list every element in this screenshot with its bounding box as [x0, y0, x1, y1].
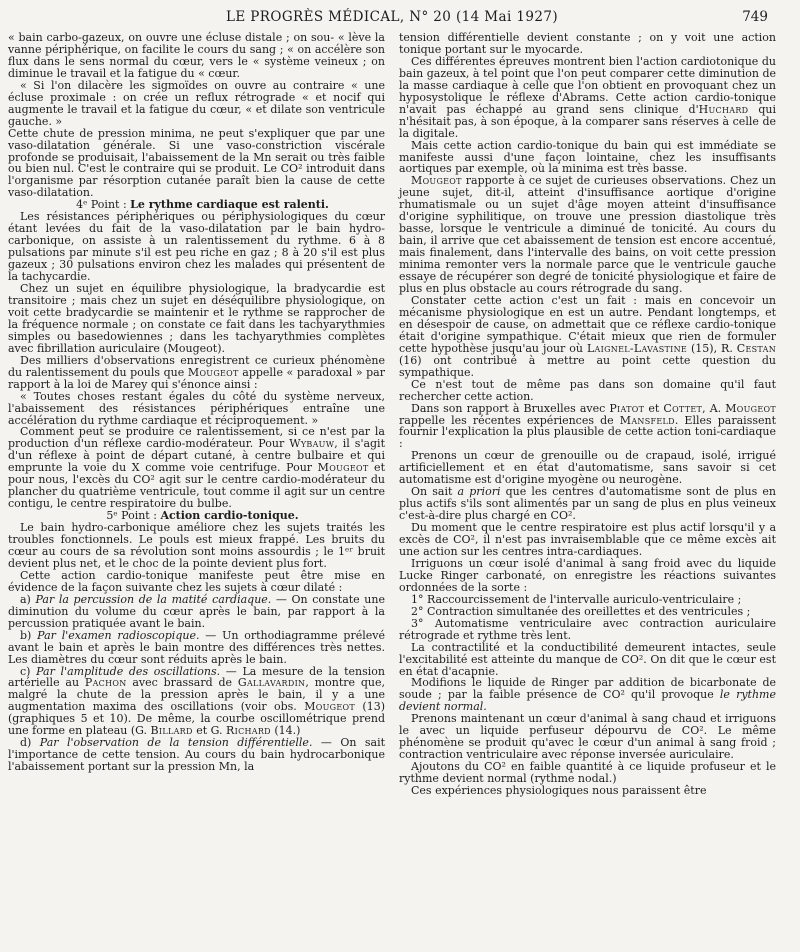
page-number: 749	[742, 9, 768, 25]
text-run: — On sait l'importance de cette tension. Au cours du bain hydrocarbonique l'abaissement portant sur la pression Mn, la	[8, 736, 386, 774]
author-name: Richard	[226, 724, 271, 738]
quote-lines-2	[8, 80, 385, 128]
author-name: Wybauw	[289, 437, 335, 451]
author-name: Pachon	[84, 676, 127, 690]
text-run: Ces différentes épreuves montrent bien l'action cardiotonique du bain gazeux, à tel point que l'on peut comparer cette diminution de la masse cardiaque à celle que l'on obtient en provoquant chez un hyposystolique le réflexe d'Abrams. Cette action cardio-tonique n'avait pas échappé au grand sens clinique d'	[399, 54, 776, 116]
author-name: Mougeot	[304, 700, 356, 714]
paragraph: Mais cette action cardio-tonique du bain qui est immédiate se manifeste aussi d'une façon lointaine, chez les insuffisants aortiques par exemple, où la minima est très basse.	[399, 138, 776, 176]
list-item	[8, 594, 385, 630]
text-run: avec brassard de	[126, 676, 238, 690]
paragraph	[399, 486, 776, 522]
quote-line: « on accélère son flux dans le sens normal du cœur, vers le	[8, 42, 386, 68]
quote: « Toutes choses restant égales du côté du système nerveux, l'abaissement des résistances périphériques entraîne une accélération du rythme cardiaque et réciproquement. »	[8, 389, 385, 427]
author-name: Cestan	[736, 341, 776, 355]
list-item: 2° Contraction simultanée des oreillettes et des ventricules ;	[411, 604, 751, 618]
text-run: — Un orthodiagramme prélevé avant le bain et après le bain montre des différences très nettes. Les diamètres du cœur sont réduits après le bain.	[8, 628, 385, 666]
text-run: . Elles paraissent fournir l'explication la plus plausible de cette action toni-cardiaque :	[399, 413, 777, 451]
text-run: et pour nous, l'excès du CO² agit sur le centre cardio-modérateur du plancher du quatrième ventricule, tout comme il agit sur un centre contigu, le centre respiratoire du bulbe.	[8, 461, 385, 511]
text-run: , A.	[702, 401, 726, 415]
quote-line: « système veineux ; on diminue le travail et la fatigue du	[8, 54, 385, 80]
text-run: , il s'agit d'un réflexe à point de départ cutané, à centre bulbaire et qui emprunte la voie du X comme voie centrifuge. Pour	[8, 437, 386, 475]
list-item	[8, 666, 385, 738]
text-run: appelle « paradoxal » par rapport à la loi de Marey qui s'énonce ainsi :	[8, 365, 385, 391]
paragraph: Du moment que le centre respiratoire est plus actif lorsqu'il y a excès de CO², il n'est pas invraisemblable que ce même excès ait une action sur les centres intra-cardiaques.	[399, 521, 776, 558]
section-number: 5ᵉ Point :	[106, 509, 157, 523]
paragraph: Ajoutons du CO² en faible quantité à ce liquide profuseur et le rythme devient normal (rythme nodal.)	[399, 760, 776, 786]
item-title: Par l'observation de la tension différentielle.	[39, 736, 313, 750]
text-run: , montre que, malgré la chute de la pression après le bain, il y a une augmentation maxima des oscillations (voir obs.	[8, 676, 385, 714]
paragraph	[399, 56, 776, 140]
paragraph: Le bain hydro-carbonique améliore chez les sujets traités les troubles fonctionnels. Le pouls est mieux frappé. Les bruits du cœur au cours de sa révolution sont moins assourdis ; le 1ᵉʳ bruit devient plus net, et le choc de la pointe devient plus fort.	[8, 521, 385, 570]
quote-line: « et dilate son ventricule gauche. »	[8, 102, 385, 128]
item-label: d)	[20, 736, 40, 750]
paragraph: Irriguons un cœur isolé d'animal à sang froid avec du liquide Lucke Ringer carbonaté, on enregistre les réactions suivantes ordonnées de la sorte :	[399, 556, 776, 594]
text-run: Dans son rapport à Bruxelles avec	[411, 401, 610, 415]
text-run: qui n'hésitait pas, à son époque, à la comparer sans réserves à celle de la digitale.	[399, 102, 777, 140]
paragraph: La contractilité et la conductibilité demeurent intactes, seule l'excitabilité est atteinte du manque de CO². On dit que le cœur est en état d'acapnie.	[399, 640, 776, 678]
author-name: Piatot	[609, 401, 645, 415]
text-run: (16) ont contribué à mettre au point cette question du sympathique.	[399, 353, 776, 379]
text-run: (15), R.	[687, 341, 737, 355]
item-label: b)	[20, 628, 38, 642]
text-run: On sait	[411, 485, 458, 499]
quote-line: « une écluse proximale : on crée un reflux rétrograde	[8, 78, 386, 104]
list-item: 1° Raccourcissement de l'intervalle auriculo-ventriculaire ;	[411, 592, 742, 606]
author-name: Mougeot	[411, 174, 462, 188]
quote-line: « et nocif qui augmente le travail et la fatigue du cœur,	[8, 90, 385, 116]
text-run: rapporte à ce sujet de curieuses observations. Chez un jeune sujet, dit-il, atteint d'insuffisance aortique d'origine rhumatismale ou un sujet d'âge moyen atteint d'insuffisance d'origine syphilitique, on trouve une pression diastolique très basse, lorsque le ventricule a diminué de tonicité. Au cours du bain, il arrive que cet abaissement de tension est encore accentué, mais finalement, dans l'intervalle des bains, on voit cette pression minima remonter vers la normale parce que le ventricule gauche essaye de récupérer son degré de tonicité physiologique et faire de plus en plus obstacle au cours rétrograde du sang.	[399, 174, 776, 296]
author-name: Mansfeld	[619, 413, 675, 427]
quote-line: « bain carbo-gazeux, on ouvre une écluse distale ; on sou-	[8, 31, 335, 44]
two-column-body	[8, 32, 776, 797]
paragraph	[399, 175, 776, 295]
text-run: rappelle les récentes expériences de	[399, 413, 620, 427]
text-run: et G.	[192, 724, 227, 738]
quote-lines	[8, 32, 385, 80]
paragraph: Cette action cardio-tonique manifeste peut être mise en évidence de la façon suivante chez les sujets à cœur dilaté :	[8, 568, 385, 594]
item-label: c)	[20, 664, 37, 678]
paragraph: Prenons maintenant un cœur d'animal à sang chaud et irriguons le avec un liquide perfuseur dépourvu de CO². Le même phénomène se produit qu'avec le cœur d'un animal à sang froid ; contraction ventriculaire avec réponse inversée auriculaire.	[399, 712, 776, 762]
author-name: Mougeot	[187, 365, 239, 379]
italic-run: a priori	[457, 485, 501, 499]
section-title: Action cardio-tonique.	[160, 509, 299, 523]
author-name: Mougeot	[317, 461, 369, 475]
paragraph	[399, 677, 776, 713]
author-name: Laignel-Lavastine	[586, 341, 688, 355]
list-item	[8, 737, 385, 773]
text-run: Comment peut se produire ce ralentissement, si ce n'est par la production d'un réflexe cardio-modérateur. Pour	[8, 425, 385, 451]
paragraph: Prenons un cœur de grenouille ou de crapaud, isolé, irrigué artificiellement et en état d'automatisme, sans savoir si cet automatisme est d'origine myogène ou neurogène.	[399, 449, 776, 487]
item-title: Par l'examen radioscopique.	[37, 628, 200, 642]
paragraph: Chez un sujet en équilibre physiologique, la bradycardie est transitoire ; mais chez un sujet en déséquilibre physiologique, on voit cette bradycardie se maintenir et le rythme se rapprocher de la fréquence normale ; on constate ce fait dans les tachyarythmies simples ou basedowiennes ; dans les tachyarythmies complètes avec fibrillation auriculaire (Mougeot).	[8, 282, 385, 355]
text-run: — La mesure de la tension artérielle au	[8, 664, 386, 690]
page-header	[8, 6, 776, 28]
text-run: (14.)	[270, 724, 301, 738]
paragraph: Cette chute de pression minima, ne peut s'expliquer que par une vaso-dilatation générale. Si une vaso-constriction viscérale profonde se produisait, l'abaissement de la Mn serait ou très faible ou bien nul. C'est le contraire qui se produit. Le CO² introduit dans l'organisme par résorption cutanée paraît bien la cause de cette vaso-dilatation.	[8, 126, 385, 200]
paragraph	[399, 295, 776, 379]
paragraph	[8, 355, 385, 391]
paragraph: tension différentielle devient constante ; on y voit une action tonique portant sur le myocarde.	[399, 31, 776, 56]
text-run: Modifions le liquide de Ringer par addition de bicarbonate de soude ; par la faible présence de CO² qu'il provoque	[399, 676, 776, 702]
paragraph: Les résistances périphériques ou périphysiologiques du cœur étant levées du fait de la vaso-dilatation par le bain hydro-carbonique, on assiste à un ralentissement du rythme. 6 à 8 pulsations par minute s'il est peu riche en gaz ; 8 à 20 s'il est plus gazeux ; 30 pulsations environ chez les malades qui présentent de la tachycardie.	[8, 210, 385, 284]
author-name: Gallavardin	[237, 676, 306, 690]
quote-line: « lève la vanne périphérique, on facilite le cours du sang ;	[8, 31, 385, 56]
section-number: 4ᵉ Point :	[76, 198, 127, 212]
text-run: que les centres d'automatisme sont de plus en plus actifs s'ils sont alimentés par un sang de plus en plus veineux c'est-à-dire plus chargé en CO².	[399, 485, 776, 523]
text-run: et	[644, 401, 664, 415]
author-name: Huchard	[698, 102, 749, 116]
quote-line: « Si l'on dilacère les sigmoïdes on ouvre au contraire	[20, 78, 345, 92]
paragraph	[399, 403, 776, 451]
quote-line: « cœur.	[198, 66, 240, 80]
item-label: a)	[20, 592, 36, 606]
italic-run: le rythme devient normal.	[399, 688, 776, 714]
text-run: Des milliers d'observations enregistrent ce curieux phénomène du ralentissement du pouls que	[8, 353, 385, 379]
list-item: 3° Automatisme ventriculaire avec contraction auriculaire rétrograde et rythme très lent.	[399, 616, 776, 642]
right-column	[399, 32, 776, 797]
item-title: Par la percussion de la matité cardiaque.	[35, 592, 272, 606]
text-run: Constater cette action c'est un fait : mais en concevoir un mécanisme physiologique en est un autre. Pendant longtemps, et en désespoir de cause, on admettait que ce réflexe cardio-tonique était d'origine sympathique. C'était mieux que rien de formuler cette hypothèse jusqu'au jour où	[399, 293, 776, 355]
left-column	[8, 32, 385, 797]
paragraph	[8, 426, 385, 510]
paragraph: Ces expériences physiologiques nous paraissent être	[411, 784, 707, 798]
list-item	[8, 630, 385, 666]
paragraph: Ce n'est tout de même pas dans son domaine qu'il faut rechercher cette action.	[399, 377, 776, 403]
author-name: Billard	[150, 724, 193, 738]
author-name: Cottet	[663, 401, 703, 415]
text-run: (13) (graphiques 5 et 10). De même, la courbe oscillométrique prend une forme en plateau (G.	[8, 700, 386, 738]
text-run: — On constate une diminution du volume du cœur après le bain, par rapport à la percussion pratiquée avant le bain.	[8, 592, 385, 630]
author-name: Mougeot	[725, 401, 776, 415]
item-title: Par l'amplitude des oscillations.	[36, 664, 221, 678]
section-title: Le rythme cardiaque est ralenti.	[130, 198, 329, 212]
running-title: LE PROGRÈS MÉDICAL, N° 20 (14 Mai 1927)	[226, 9, 558, 25]
